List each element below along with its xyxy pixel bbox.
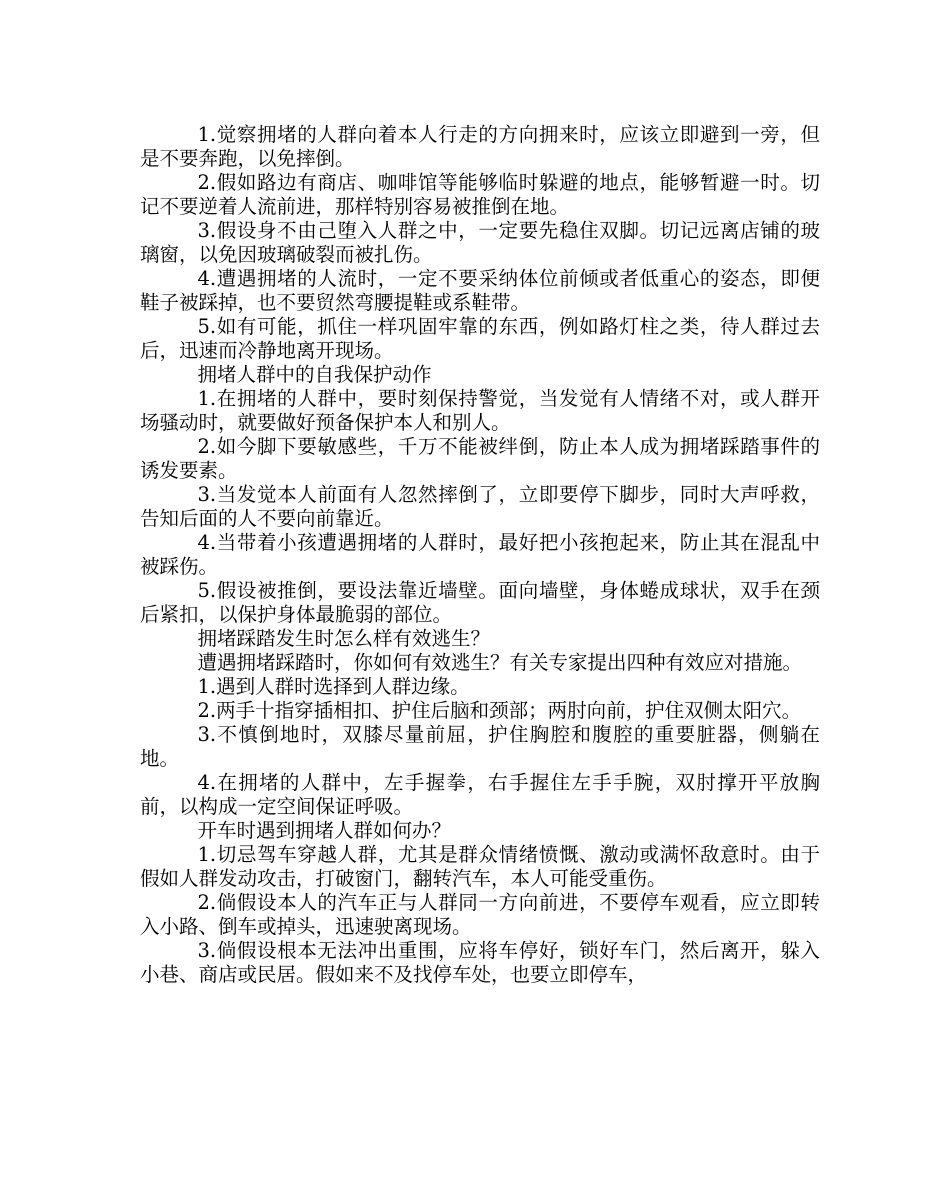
paragraph-crowd-approach: 1.觉察拥堵的人群向着本人行走的方向拥来时，应该立即避到一旁，但是不要奔跑，以免摔倒。 [140, 123, 820, 170]
paragraph-watch-feet: 2.如今脚下要敏感些，千万不能被绊倒，防止本人成为拥堵踩踏事件的诱发要素。 [140, 435, 820, 482]
section-heading-self-protection: 拥堵人群中的自我保护动作 [197, 363, 432, 386]
paragraph-hold-on: 5.如有可能，抓住一样巩固牢靠的东西，例如路灯柱之类，待人群过去后，迅速而冷静地离开现场。 [140, 315, 820, 362]
section-heading-driving: 开车时遇到拥堵人群如何办？ [197, 819, 452, 842]
paragraph-protect-head: 2.两手十指穿插相扣、护住后脑和颈部；两肘向前，护住双侧太阳穴。 [197, 699, 802, 722]
paragraph-do-not-drive-through: 1.切忌驾车穿越人群，尤其是群众情绪愤慨、激动或满怀敌意时。由于假如人群发动攻击，打破窗门，翻转汽车，本人可能受重伤。 [140, 843, 820, 890]
document-page [140, 123, 820, 987]
paragraph-turn-away: 2.倘假设本人的汽车正与人群同一方向前进，不要停车观看，应立即转入小路、倒车或掉头，迅速驶离现场。 [140, 891, 820, 938]
paragraph-stay-alert: 1.在拥堵的人群中，要时刻保持警觉，当发觉有人情绪不对，或人群开场骚动时，就要做好预备保护本人和别人。 [140, 387, 820, 434]
paragraph-edge-of-crowd: 1.遇到人群时选择到人群边缘。 [197, 675, 470, 698]
paragraph-park-and-leave: 3.倘假设根本无法冲出重围，应将车停好，锁好车门，然后离开，躲入小巷、商店或民居。假如来不及找停车处，也要立即停车， [140, 939, 820, 986]
paragraph-shelter-in-shop: 2.假如路边有商店、咖啡馆等能够临时躲避的地点，能够暂避一时。切记不要逆着人流前进，那样特别容易被推倒在地。 [140, 171, 820, 218]
paragraph-escape-intro: 遭遇拥堵踩踏时，你如何有效逃生？有关专家提出四种有效应对措施。 [197, 651, 803, 674]
paragraph-posture: 4.遭遇拥堵的人流时，一定不要采纳体位前倾或者低重心的姿态，即便鞋子被踩掉，也不要贸然弯腰提鞋或系鞋带。 [140, 267, 820, 314]
paragraph-someone-falls: 3.当发觉本人前面有人忽然摔倒了，立即要停下脚步，同时大声呼救，告知后面的人不要向前靠近。 [140, 483, 820, 530]
paragraph-stand-firm: 3.假设身不由己堕入人群之中，一定要先稳住双脚。切记远离店铺的玻璃窗，以免因玻璃破裂而被扎伤。 [140, 219, 820, 266]
paragraph-children: 4.当带着小孩遭遇拥堵的人群时，最好把小孩抱起来，防止其在混乱中被踩伤。 [140, 531, 820, 578]
paragraph-if-pushed-down: 5.假设被推倒，要设法靠近墙壁。面向墙壁，身体蜷成球状，双手在颈后紧扣，以保护身体最脆弱的部位。 [140, 579, 820, 626]
paragraph-fallen: 3.不慎倒地时，双膝尽量前屈，护住胸腔和腹腔的重要脏器，侧躺在地。 [140, 723, 820, 770]
paragraph-breathing-space: 4.在拥堵的人群中，左手握拳，右手握住左手手腕，双肘撑开平放胸前，以构成一定空间保证呼吸。 [140, 771, 820, 818]
section-heading-escape: 拥堵踩踏发生时怎么样有效逃生？ [197, 627, 491, 650]
